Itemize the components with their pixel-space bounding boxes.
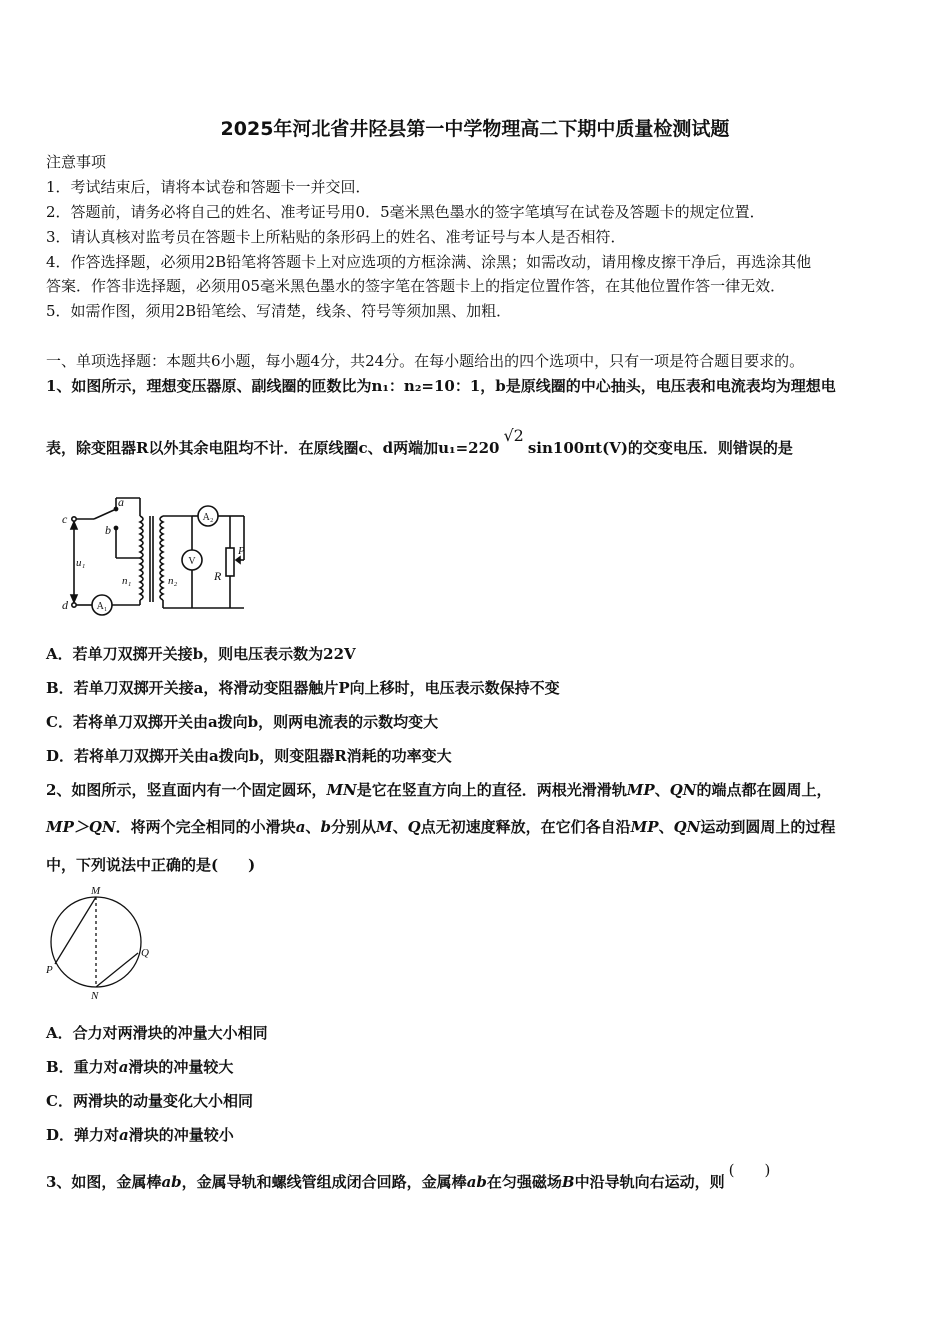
q2-text: 的端点都在圆周上，	[696, 781, 832, 799]
q2-option-d	[46, 1125, 234, 1145]
label-u1: u₁	[76, 557, 86, 569]
notice-heading: 注意事项	[46, 153, 107, 171]
q3-text: 中沿导轨向右运动，则	[574, 1173, 725, 1191]
q2-option-b	[46, 1057, 233, 1077]
q2-option-c	[46, 1091, 253, 1111]
q2-var-a: a	[295, 818, 306, 836]
option-var: a	[119, 1126, 129, 1144]
q3-text: 3、如图，金属棒	[46, 1173, 162, 1191]
label-n2: n₂	[168, 575, 178, 587]
label-P: P	[238, 545, 245, 557]
option-text: D．弹力对	[46, 1126, 120, 1144]
ammeter-a2-label: A₂	[202, 512, 214, 523]
section-heading: 一、单项选择题：本题共6小题，每小题4分，共24分。在每小题给出的四个选项中，只有一项是符合题目要求的。	[46, 352, 805, 370]
q2-stem-line2	[46, 817, 835, 837]
q2-text: 2、如图所示，竖直面内有一个固定圆环，	[46, 781, 327, 799]
q3-var-ab: ab	[161, 1173, 182, 1191]
label-M: M	[91, 885, 101, 897]
q2-var-MP: MP	[626, 781, 655, 799]
answer-parentheses: ( )	[728, 1161, 771, 1179]
option-text: 滑块的冲量较小	[128, 1126, 234, 1144]
q2-var-inequality: MP＞QN	[46, 818, 116, 836]
q1-stem-line2	[46, 426, 793, 458]
ammeter-a1-label: A₁	[96, 601, 108, 612]
notice-item: 1．考试结束后，请将本试卷和答题卡一并交回．	[46, 178, 371, 196]
label-b: b	[105, 523, 111, 537]
q2-text: 、	[392, 818, 408, 836]
q1-option-d: D．若将单刀双掷开关由a拨向b，则变阻器R消耗的功率变大	[46, 747, 452, 765]
q3-stem	[46, 1161, 771, 1192]
q3-var-ab: ab	[466, 1173, 487, 1191]
q2-stem-line3: 中，下列说法中正确的是( )	[46, 856, 256, 874]
q2-option-a	[46, 1023, 268, 1043]
q2-text: 分别从	[330, 818, 376, 836]
label-d: d	[62, 598, 68, 612]
q2-var-QN: QN	[673, 818, 701, 836]
q2-text: 、	[654, 781, 670, 799]
notice-item: 5．如需作图，须用2B铅笔绘、写清楚，线条、符号等须加黑、加粗．	[46, 302, 512, 320]
q3-text: 在匀强磁场	[486, 1173, 562, 1191]
option-text: C．两滑块的动量变化大小相同	[46, 1092, 253, 1110]
label-N: N	[91, 990, 99, 1002]
q1-stem-line1: 1、如图所示，理想变压器原、副线圈的匝数比为n₁：n₂=10：1，b是原线圈的中心抽头，电压表和电流表均为理想电	[46, 377, 836, 395]
label-Q: Q	[141, 947, 149, 959]
q1-stem-text-a: 表，除变阻器R以外其余电阻均不计．在原线圈c、d两端加u₁=220	[46, 439, 500, 457]
notice-item: 4．作答选择题，必须用2B铅笔将答题卡上对应选项的方框涂满、涂黑；如需改动，请用橡皮擦干净后，再选涂其他	[46, 253, 812, 271]
q2-text: 是它在竖直方向上的直径．两根光滑滑轨	[356, 781, 627, 799]
option-text: A．合力对两滑块的冲量大小相同	[46, 1024, 268, 1042]
notice-item: 2．答题前，请务必将自己的姓名、准考证号用0．5毫米黑色墨水的签字笔填写在试卷及答题卡的规定位置．	[46, 203, 765, 221]
label-n1: n₁	[122, 575, 132, 587]
q2-var-MP: MP	[630, 818, 659, 836]
sqrt-symbol: √2	[503, 426, 524, 445]
notice-item: 答案．作答非选择题，必须用05毫米黑色墨水的签字笔在答题卡上的指定位置作答，在其他位置作答一律无效．	[46, 277, 786, 295]
q2-text: 、	[305, 818, 321, 836]
label-a: a	[118, 495, 124, 509]
q3-text: ，金属导轨和螺线管组成闭合回路，金属棒	[181, 1173, 467, 1191]
label-P: P	[46, 964, 53, 976]
q3-var-B: B	[561, 1173, 575, 1191]
label-R: R	[214, 569, 222, 583]
q2-var-b: b	[320, 818, 331, 836]
notice-item: 3．请认真核对监考员在答题卡上所粘贴的条形码上的姓名、准考证号与本人是否相符．	[46, 228, 626, 246]
q2-var-Q: Q	[407, 818, 421, 836]
q1-option-a: A．若单刀双掷开关接b，则电压表示数为22V	[46, 645, 356, 663]
q1-stem-text-b: sin100πt(V)的交变电压．则错误的是	[527, 439, 793, 457]
q2-stem-line1	[46, 780, 832, 800]
voltmeter-label: V	[188, 556, 196, 567]
q2-text: 运动到圆周上的过程	[700, 818, 836, 836]
transformer-circuit-figure	[52, 492, 257, 620]
q2-text: ．将两个完全相同的小滑块	[115, 818, 296, 836]
q1-option-b: B．若单刀双掷开关接a，将滑动变阻器触片P向上移时，电压表示数保持不变	[46, 679, 560, 697]
q2-text: 、	[658, 818, 674, 836]
page-title: 2025年河北省井陉县第一中学物理高二下期中质量检测试题	[220, 118, 730, 140]
circle-rails-figure	[40, 880, 160, 1005]
q2-text: 点无初速度释放，在它们各自沿	[420, 818, 631, 836]
q2-var-M: M	[375, 818, 393, 836]
q2-var-QN: QN	[669, 781, 697, 799]
option-var: a	[118, 1058, 129, 1076]
q2-var-MN: MN	[326, 781, 357, 799]
option-text: B．重力对	[46, 1058, 119, 1076]
q1-option-c: C．若将单刀双掷开关由a拨向b，则两电流表的示数均变大	[46, 713, 439, 731]
label-c: c	[62, 512, 68, 526]
option-text: 滑块的冲量较大	[128, 1058, 234, 1076]
